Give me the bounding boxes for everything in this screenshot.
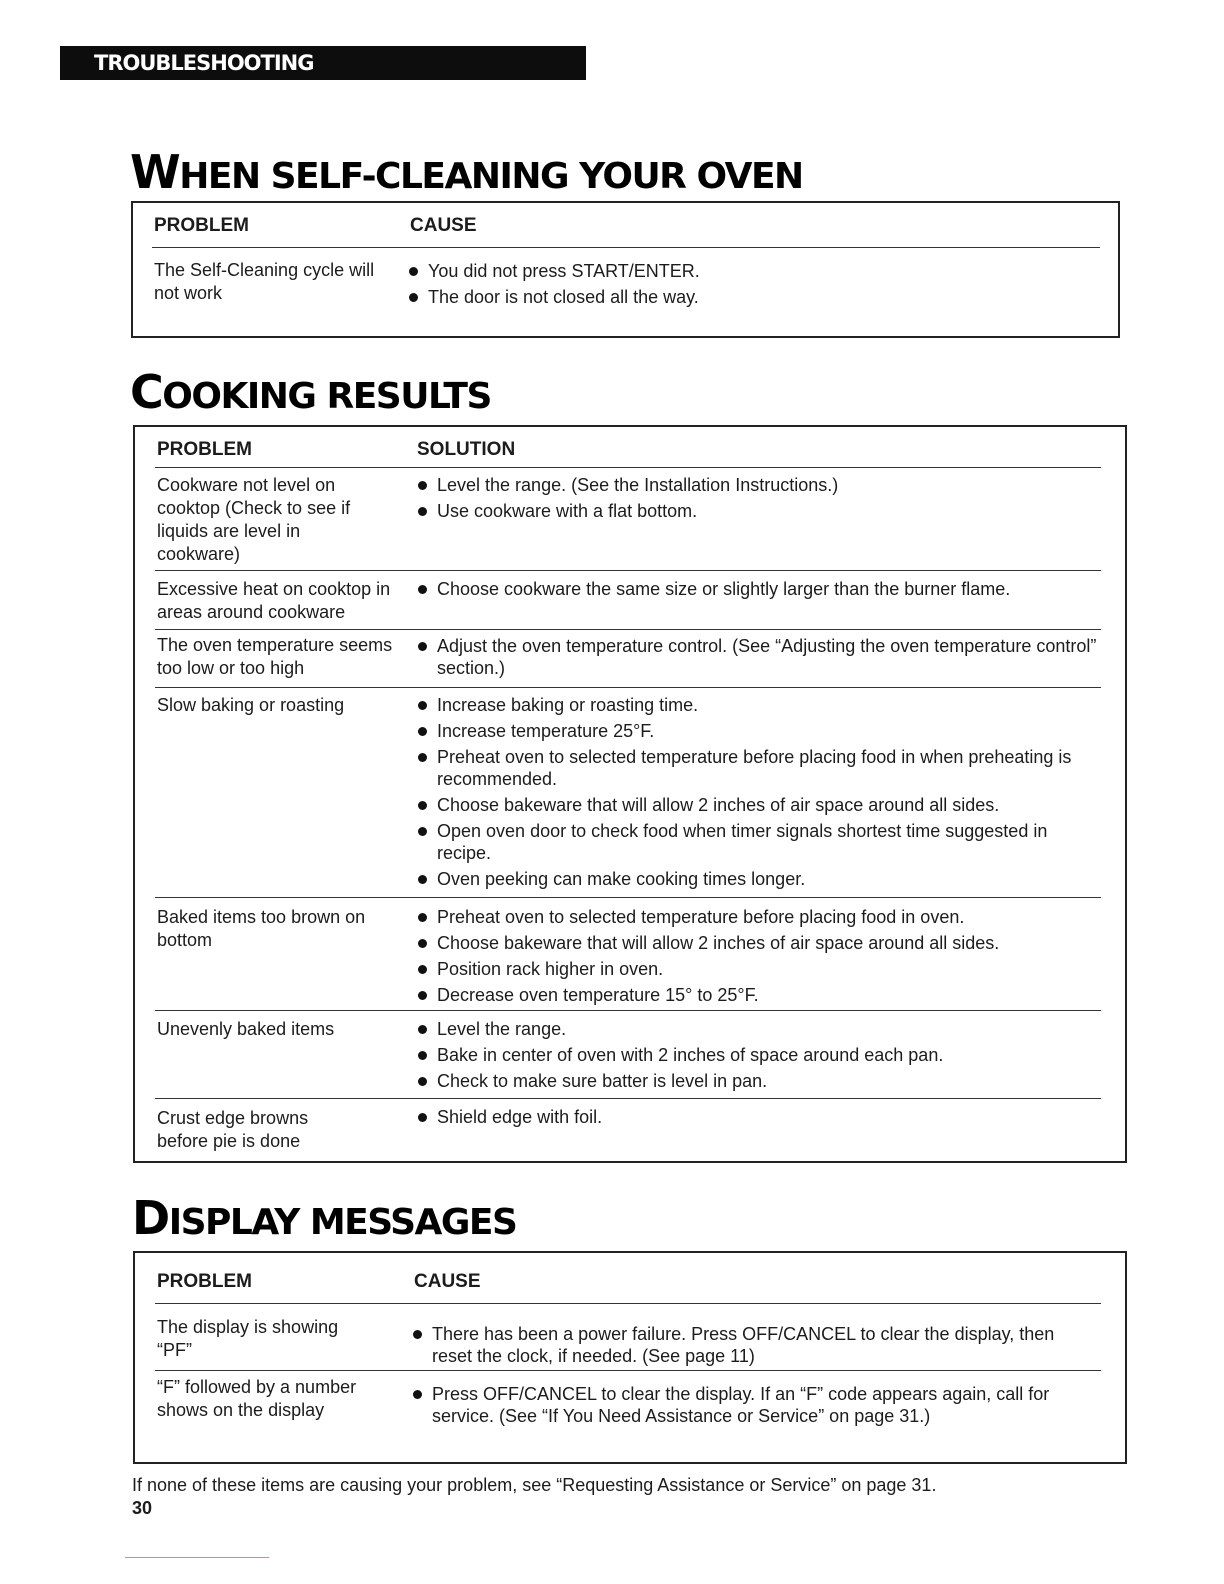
row-divider [155,1010,1101,1011]
problem-text: “F” followed by a number shows on the display [157,1377,357,1420]
footer-note: If none of these items are causing your problem, see “Requesting Assistance or Service” on page 31. [132,1475,937,1495]
header-divider [152,247,1100,248]
problem-text: Cookware not level on cooktop (Check to see if liquids are level in cookware) [157,475,351,564]
solution-item: Use cookware with a flat bottom. [416,500,1106,522]
section-header-bar: TROUBLESHOOTING [60,46,586,80]
solution-item: Oven peeking can make cooking times longer. [416,868,1106,890]
solution-item: Preheat oven to selected temperature before placing food in when preheating is recommended. [416,746,1106,790]
solution-item: Position rack higher in oven. [416,958,1106,980]
cause-item: The door is not closed all the way. [407,286,1087,308]
row-divider [155,897,1101,898]
cooking-col-problem: PROBLEM [157,439,252,460]
solution-item: Increase baking or roasting time. [416,694,1106,716]
solution-item: Shield edge with foil. [416,1106,1106,1128]
solution-list [416,906,1106,1010]
solution-item: Preheat oven to selected temperature before placing food in oven. [416,906,1106,928]
row-divider [155,629,1101,630]
row-divider [155,687,1101,688]
cause-item: You did not press START/ENTER. [407,260,1087,282]
cooking-col-solution: SOLUTION [417,439,516,460]
solution-list [416,635,1106,683]
display-col-cause: CAUSE [414,1271,481,1292]
solution-item: Check to make sure batter is level in pan. [416,1070,1106,1092]
row-divider [155,1098,1101,1099]
display-messages-title: DISPLAY MESSAGES [132,1191,517,1245]
solution-item: Level the range. [416,1018,1106,1040]
problem-text: The display is showing “PF” [157,1317,339,1360]
solution-item: Decrease oven temperature 15° to 25°F. [416,984,1106,1006]
display-col-problem: PROBLEM [157,1271,252,1292]
solution-item: Open oven door to check food when timer signals shortest time suggested in recipe. [416,820,1106,864]
header-divider [155,467,1101,468]
solution-item: Level the range. (See the Installation Instructions.) [416,474,1106,496]
cooking-results-title: COOKING RESULTS [130,365,491,419]
header-divider [155,1303,1101,1304]
solution-list [416,694,1106,894]
solution-item: Choose cookware the same size or slightly larger than the burner flame. [416,578,1106,600]
problem-text: Baked items too brown on bottom [157,907,366,950]
solution-list [416,474,1106,526]
problem-text: The oven temperature seems too low or too high [157,635,393,678]
solution-item: Increase temperature 25°F. [416,720,1106,742]
problem-text: Unevenly baked items [157,1019,335,1039]
solution-item: Choose bakeware that will allow 2 inches of air space around all sides. [416,794,1106,816]
scan-artifact-line [125,1557,269,1558]
cause-list [411,1383,1081,1431]
self-cleaning-col-problem: PROBLEM [154,215,249,236]
problem-text: Crust edge browns before pie is done [157,1108,309,1151]
self-cleaning-col-cause: CAUSE [410,215,477,236]
row-divider [155,570,1101,571]
problem-text: The Self-Cleaning cycle will not work [154,260,375,303]
solution-item: Bake in center of oven with 2 inches of space around each pan. [416,1044,1106,1066]
solution-list [416,578,1106,604]
problem-text: Excessive heat on cooktop in areas around cookware [157,579,391,622]
cause-list [411,1323,1081,1371]
solution-item: Adjust the oven temperature control. (See “Adjusting the oven temperature control” section.) [416,635,1106,679]
cause-item: Press OFF/CANCEL to clear the display. If an “F” code appears again, call for service. (See “If You Need Assistance or Service” on page 31.) [411,1383,1081,1427]
row-divider [155,1370,1101,1371]
problem-text: Slow baking or roasting [157,695,345,715]
cause-item: There has been a power failure. Press OFF/CANCEL to clear the display, then reset the clock, if needed. (See page 11) [411,1323,1081,1367]
cause-list [407,260,1087,312]
solution-item: Choose bakeware that will allow 2 inches of air space around all sides. [416,932,1106,954]
self-cleaning-title: WHEN SELF-CLEANING YOUR OVEN [130,145,803,199]
solution-list [416,1106,1106,1132]
page-number: 30 [132,1498,153,1518]
solution-list [416,1018,1106,1096]
